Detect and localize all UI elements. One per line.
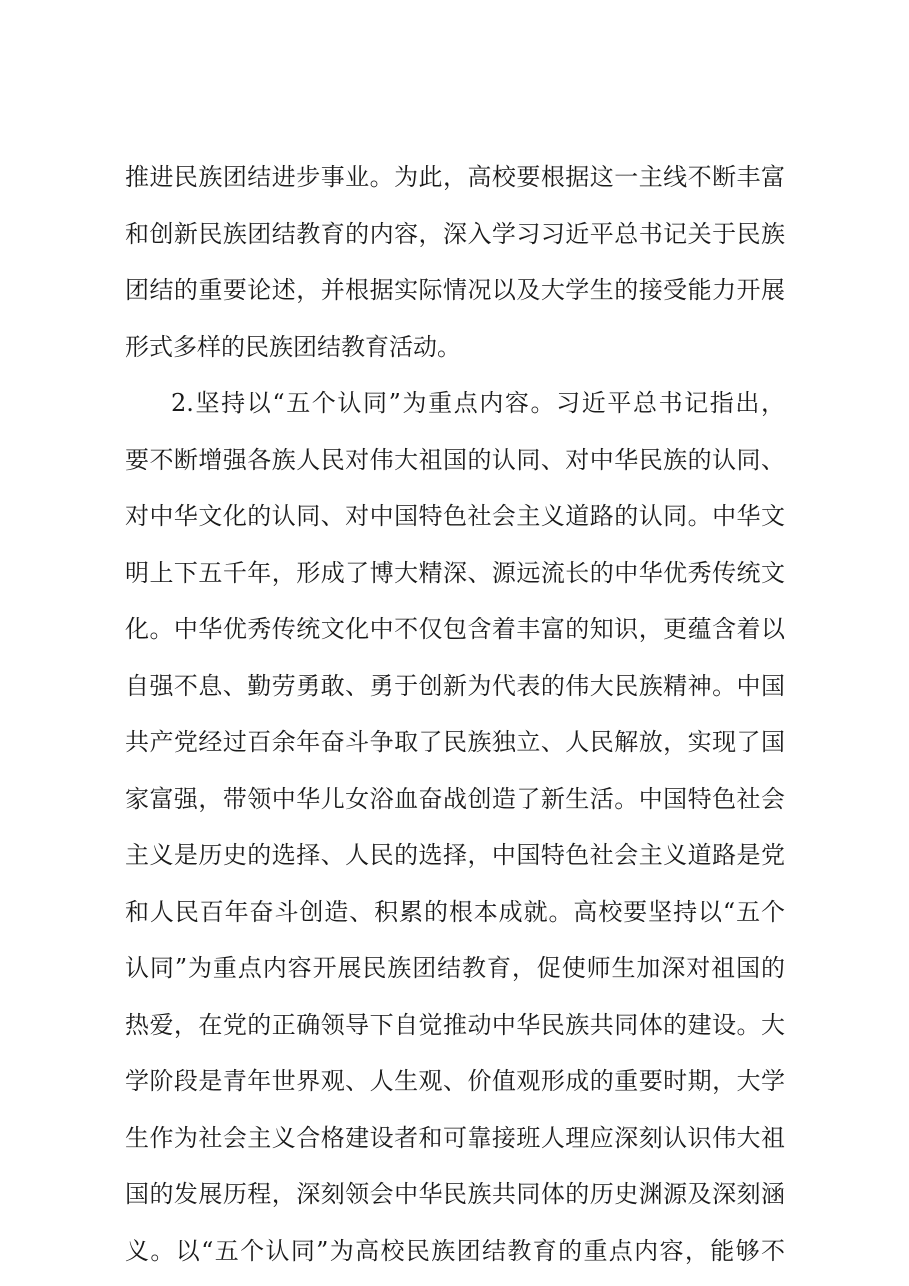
text-line: 推进民族团结进步事业。为此，高校要根据这一主线不断丰富 (125, 163, 785, 191)
text-line: 自强不息、勤劳勇敢、勇于创新为代表的伟大民族精神。中国 (125, 672, 785, 700)
text-line: 和人民百年奋斗创造、积累的根本成就。高校要坚持以“五个 (125, 898, 785, 926)
text-line: 明上下五千年，形成了博大精深、源远流长的中华优秀传统文 (125, 559, 785, 587)
text-line: 家富强，带领中华儿女浴血奋战创造了新生活。中国特色社会 (125, 785, 785, 813)
text-line: 学阶段是青年世界观、人生观、价值观形成的重要时期，大学 (125, 1067, 785, 1095)
text-line: 要不断增强各族人民对伟大祖国的认同、对中华民族的认同、 (125, 446, 785, 474)
text-line: 义。以“五个认同”为高校民族团结教育的重点内容，能够不 (125, 1237, 785, 1265)
text-line: 热爱，在党的正确领导下自觉推动中华民族共同体的建设。大 (125, 1011, 785, 1039)
text-line: 主义是历史的选择、人民的选择，中国特色社会主义道路是党 (125, 841, 785, 869)
text-line: 共产党经过百余年奋斗争取了民族独立、人民解放，实现了国 (125, 728, 785, 756)
text-line: 团结的重要论述，并根据实际情况以及大学生的接受能力开展 (125, 276, 785, 304)
text-line: 和创新民族团结教育的内容，深入学习习近平总书记关于民族 (125, 220, 785, 248)
text-line: 生作为社会主义合格建设者和可靠接班人理应深刻认识伟大祖 (125, 1124, 785, 1152)
text-line: 形式多样的民族团结教育活动。 (125, 333, 461, 361)
text-line: 化。中华优秀传统文化中不仅包含着丰富的知识，更蕴含着以 (125, 615, 785, 643)
text-line: 2.坚持以“五个认同”为重点内容。习近平总书记指出， (171, 389, 785, 417)
text-line: 国的发展历程，深刻领会中华民族共同体的历史渊源及深刻涵 (125, 1180, 785, 1208)
text-line: 认同”为重点内容开展民族团结教育，促使师生加深对祖国的 (125, 954, 785, 982)
text-line: 对中华文化的认同、对中国特色社会主义道路的认同。中华文 (125, 502, 785, 530)
